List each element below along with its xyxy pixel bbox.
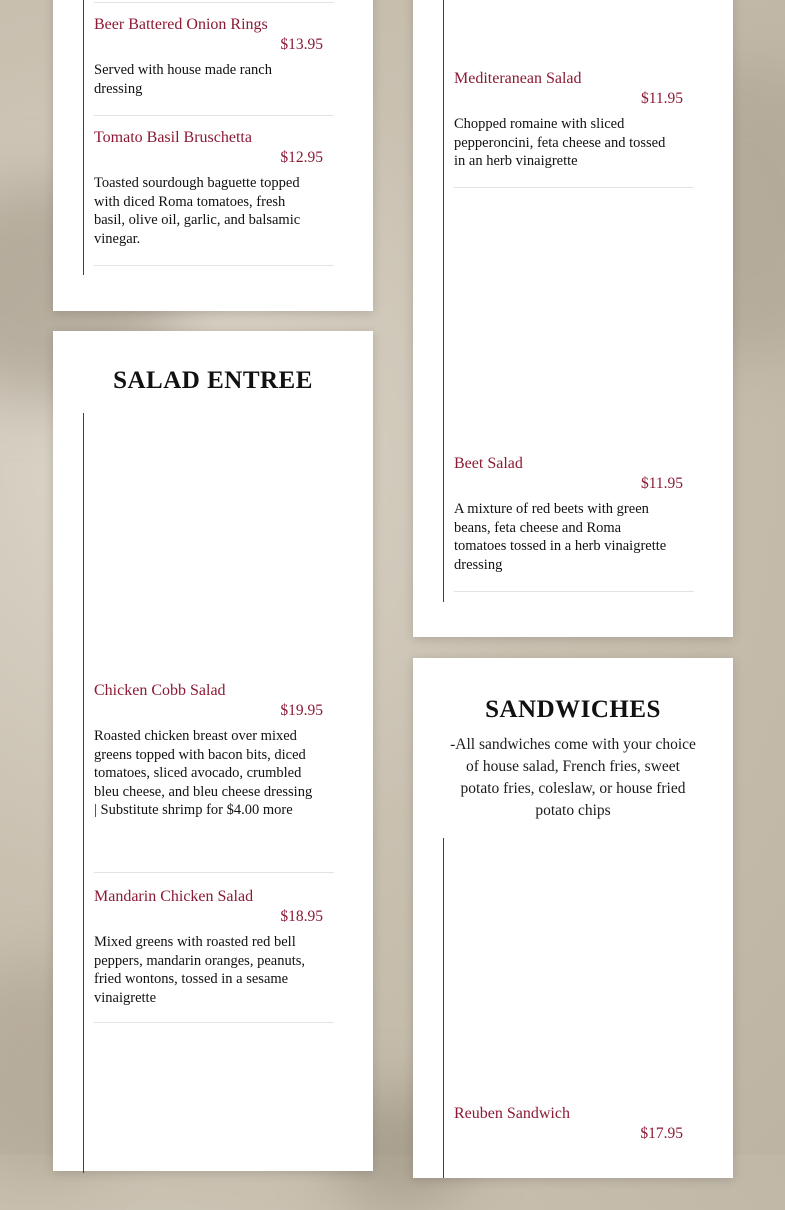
item-name: Tomato Basil Bruschetta: [94, 129, 252, 146]
section-divider-line: [83, 413, 84, 1173]
item-divider: [454, 591, 694, 592]
item-name: Mediteranean Salad: [454, 70, 582, 87]
item-divider: [94, 872, 334, 873]
item-divider: [94, 2, 334, 3]
item-description: Toasted sourdough baguette topped with diced Roma tomatoes, fresh basil, olive oil, garlic, and balsamic vinegar.: [94, 175, 301, 247]
item-divider: [94, 265, 334, 266]
section-divider-line: [83, 0, 84, 275]
item-price: $12.95: [280, 149, 323, 166]
item-price: $11.95: [640, 475, 683, 492]
item-description: Mixed greens with roasted red bell peppers, mandarin oranges, peanuts, fried wontons, tossed in a sesame vinaigrette: [94, 934, 305, 1006]
item-name: Mandarin Chicken Salad: [94, 888, 254, 905]
item-divider: [94, 1022, 334, 1023]
item-price: $13.95: [280, 36, 323, 53]
salad-entree-card: [53, 331, 373, 1171]
item-description: A mixture of red beets with green beans, feta cheese and Roma tomatoes tossed in a herb vinaigrette dressing: [454, 501, 667, 573]
sandwiches-card: [413, 658, 733, 1178]
item-name: Reuben Sandwich: [454, 1105, 570, 1122]
item-name: Beet Salad: [454, 455, 523, 472]
item-price: $19.95: [280, 702, 323, 719]
section-note: -All sandwiches come with your choice of house salad, French fries, sweet potato fries, coleslaw, or house fried potato chips: [450, 736, 696, 819]
item-price: $17.95: [640, 1125, 683, 1142]
salads-card: [413, 0, 733, 637]
section-title: SALAD ENTREE: [113, 367, 313, 394]
item-divider: [454, 187, 694, 188]
section-title: SANDWICHES: [485, 696, 661, 723]
item-description: Chopped romaine with sliced pepperoncini, feta cheese and tossed in an herb vinaigrette: [454, 116, 666, 169]
item-name: Chicken Cobb Salad: [94, 682, 226, 699]
appetizers-card: [53, 0, 373, 311]
item-description: Served with house made ranch dressing: [94, 62, 272, 97]
item-price: $11.95: [640, 90, 683, 107]
item-description: Roasted chicken breast over mixed greens topped with bacon bits, diced tomatoes, sliced avocado, crumbled bleu cheese, and bleu cheese dressing | Substitute shrimp for $4.00 more: [94, 728, 313, 818]
section-divider-line: [443, 838, 444, 1178]
item-divider: [94, 115, 334, 116]
item-price: $18.95: [280, 908, 323, 925]
item-name: Beer Battered Onion Rings: [94, 16, 268, 33]
section-divider-line: [443, 0, 444, 602]
